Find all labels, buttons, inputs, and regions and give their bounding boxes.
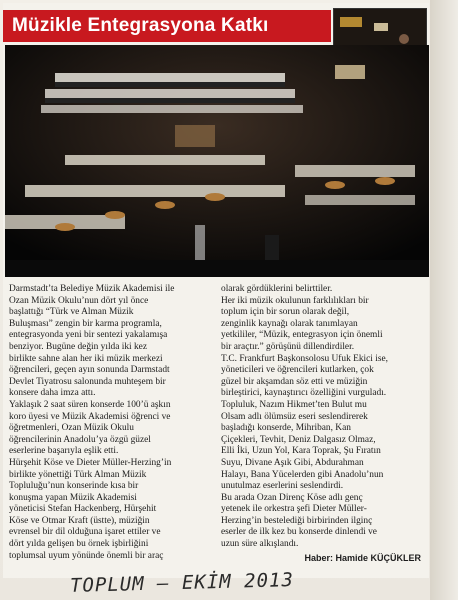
text-line: Devlet Tiyatrosu salonunda muhteşem bir: [9, 376, 166, 387]
text-line: yöneticisi Stefan Hackenberg, Hürşehit: [9, 504, 157, 515]
headline-bar: [3, 10, 331, 42]
text-line: Herzing’in bestelediği birbirinden ilginç: [221, 515, 373, 526]
text-line: yetkililer, “Müzik, entegrasyon için önemli: [221, 330, 383, 341]
text-line: Bu arada Ozan Direnç Köse adlı genç: [221, 492, 363, 503]
text-line: Yaklaşık 2 saat süren konserde 100’ü aşkın: [9, 399, 171, 410]
byline: Haber: Hamide KÜÇÜKLER: [304, 552, 421, 563]
text-line: konsere daha imza attı.: [9, 388, 96, 399]
text-line: toplum için bir sorun olarak değil,: [221, 307, 350, 318]
text-line: öğretmenleri, Ozan Müzik Okulu: [9, 423, 134, 434]
handwritten-note: TOPLUM – EKİM 2013: [69, 569, 295, 597]
text-line: öğrencilerinin Anadolu’ya özgü güzel: [9, 434, 151, 445]
text-line: Suyu, Divane Aşık Gibi, Abdurahman: [221, 457, 364, 468]
text-line: güzel bir akşamdan söz etti ve müziğin: [221, 376, 368, 387]
text-line: dört yılda gelişen bu örnek işbirliğini: [9, 539, 149, 550]
text-line: uzun süre alkışlandı.: [221, 539, 299, 550]
text-line: birleştirici, kaynaştırıcı özelliğini vurguladı.: [221, 388, 387, 399]
article-column-left: [9, 284, 214, 562]
text-line: başlattığı “Türk ve Alman Müzik: [9, 307, 134, 318]
text-line: evrensel bir dil olduğuna işaret ettiler ve: [9, 527, 161, 538]
text-line: Topluluk, Nazım Hikmet’ten Bulut mu: [221, 399, 367, 410]
text-line: toplumsal uyum yönünde önemli bir araç: [9, 550, 164, 561]
headline-text: Müzikle Entegrasyona Katkı: [12, 15, 269, 36]
text-line: yetenek ile orkestra şefi Dieter Müller-: [221, 504, 367, 515]
text-line: Darmstadt’ta Belediye Müzik Akademisi ile: [9, 284, 175, 294]
text-line: birlikte sahne alan her iki müzik merkezi: [9, 353, 163, 364]
text-line: yöneticileri ve öğrencileri kutlarken, çok: [221, 365, 374, 376]
text-line: bir araçtır.” görüşünü dillendirdiler.: [221, 341, 355, 352]
text-line: Elli İki, Uzun Yol, Kara Toprak, Şu Fıratın: [221, 446, 381, 457]
text-line: Olsam adlı ölümsüz eseri seslendirerek: [221, 411, 368, 422]
text-line: unutulmaz eserlerini seslendirdi.: [221, 481, 344, 492]
text-line: zenginlik kaynağı olarak tanımlayan: [221, 318, 358, 329]
text-line: Köse ve Otmar Kraft (üstte), müziğin: [9, 515, 150, 526]
concert-photo: [5, 45, 429, 277]
text-line: birlikte yönettiği Türk Alman Müzik: [9, 469, 147, 480]
text-line: eserler de ilk kez bu konserde dinlendi ve: [221, 527, 377, 538]
text-line: olarak gördüklerini belirttiler.: [221, 284, 333, 294]
text-line: Buluşması” zengin bir karma programla,: [9, 318, 162, 329]
text-line: eserlerine başarıyla eşlik etti.: [9, 446, 119, 457]
text-line: benziyor. Bugüne değin yılda iki kez: [9, 341, 147, 352]
text-line: Çiçekleri, Tevhit, Deniz Dalgasız Olmaz,: [221, 434, 376, 445]
text-line: Her iki müzik okulunun farklılıkları bir: [221, 295, 369, 306]
text-line: Topluluğu’nun konserinde kısa bir: [9, 481, 139, 492]
text-line: Halayı, Bana Yücelerden gibi Anadolu’nun: [221, 469, 384, 480]
article-column-right: [221, 284, 427, 564]
text-line: T.C. Frankfurt Başkonsolosu Ufuk Ekici ise,: [221, 353, 388, 364]
text-line: Ozan Müzik Okulu’nun dört yıl önce: [9, 295, 149, 306]
text-line: koro üyesi ve Müzik Akademisi öğrenci ve: [9, 411, 171, 422]
text-line: başladığı konserde, Mihriban, Kan: [221, 423, 351, 434]
text-line: konuşma yapan Müzik Akademisi: [9, 492, 137, 503]
text-line: entegrasyonda yeni bir sentezi yakalamışa: [9, 330, 168, 341]
text-line: öğrencileri, geçen ayın sonunda Darmstadt: [9, 365, 170, 376]
text-line: Hürşehit Köse ve Dieter Müller-Herzing’in: [9, 457, 172, 468]
newspaper-clipping: [3, 3, 429, 578]
page-edge: [430, 0, 458, 600]
